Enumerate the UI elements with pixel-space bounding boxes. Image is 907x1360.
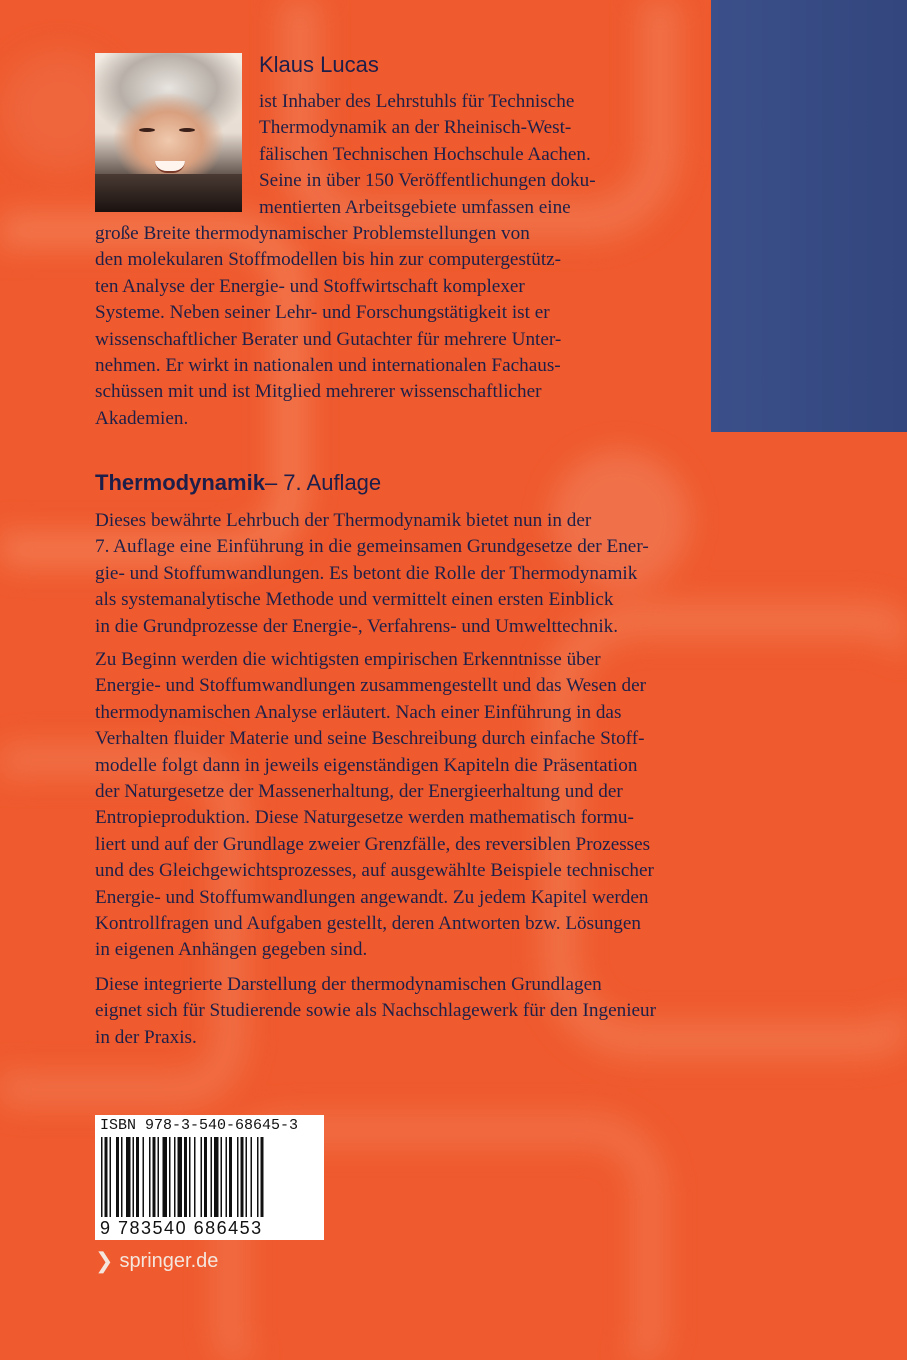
bio-line: Thermodynamik an der Rheinisch-West- (259, 117, 572, 139)
text-line: Diese integrierte Darstellung der thermodynamischen Grundlagen (95, 974, 602, 995)
book-heading (95, 470, 381, 496)
text-line: in eigenen Anhängen gegeben sind. (95, 939, 368, 961)
bio-line: Systeme. Neben seiner Lehr- und Forschungstätigkeit ist er (95, 302, 550, 324)
barcode-bar (158, 1137, 160, 1217)
text-line: als systemanalytische Methode und vermittelt einen ersten Einblick (95, 589, 614, 611)
bio-line: wissenschaftlicher Berater und Gutachter für mehrere Unter- (95, 328, 562, 350)
publisher-link[interactable] (95, 1248, 218, 1274)
barcode-bar (251, 1137, 253, 1217)
description-paragraph-1 (95, 508, 649, 640)
barcode-bar (211, 1137, 213, 1217)
bio-line: den molekularen Stoffmodellen bis hin zur computergestütz- (95, 249, 562, 271)
barcode-bars (101, 1137, 318, 1217)
barcode-bar (241, 1137, 244, 1217)
text-line: in der Praxis. (95, 1026, 197, 1048)
text-line: und des Gleichgewichtsprozesses, auf ausgewählte Beispiele technischer (95, 860, 654, 882)
barcode-digits: 9 783540 686453 (100, 1218, 263, 1238)
bio-line: Seine in über 150 Veröffentlichungen doku- (259, 170, 596, 192)
book-title: Thermodynamik (95, 470, 265, 495)
description-paragraph-3 (95, 972, 656, 1051)
barcode-bar (221, 1137, 223, 1217)
book-edition: – 7. Auflage (264, 470, 382, 495)
bio-line: fälischen Technischen Hochschule Aachen. (259, 143, 591, 165)
description-paragraph-2 (95, 647, 654, 964)
bio-line: ist Inhaber des Lehrstuhls für Technische (259, 91, 575, 112)
text-line: thermodynamischen Analyse erläutert. Nach einer Einführung in das (95, 701, 622, 723)
text-line: Energie- und Stoffumwandlungen angewandt. Zu jedem Kapitel werden (95, 886, 649, 908)
author-photo (95, 53, 242, 212)
bio-line: mentierten Arbeitsgebiete umfassen eine (259, 196, 571, 218)
barcode-bar (153, 1137, 156, 1217)
barcode-bar (101, 1137, 103, 1217)
barcode-bar (116, 1137, 119, 1217)
isbn-label: ISBN 978-3-540-68645-3 (100, 1117, 299, 1134)
bio-line: große Breite thermodynamischer Problemstellungen von (95, 223, 530, 244)
barcode-bar (105, 1137, 108, 1217)
barcode-bar (174, 1137, 176, 1217)
text-line: Entropieproduktion. Diese Naturgesetze werden mathematisch formu- (95, 807, 634, 829)
text-line: eignet sich für Studierende sowie als Nachschlagewerk für den Ingenieur (95, 1000, 657, 1022)
text-line: in die Grundprozesse der Energie-, Verfahrens- und Umwelttechnik. (95, 615, 619, 637)
isbn-barcode (95, 1115, 324, 1240)
author-name: Klaus Lucas (259, 52, 379, 77)
barcode-bar (214, 1137, 219, 1217)
barcode-bar (246, 1137, 248, 1217)
barcode-bar (204, 1137, 207, 1217)
text-line: Energie- und Stoffumwandlungen zusammengestellt und das Wesen der (95, 675, 647, 697)
bio-line: nehmen. Er wirkt in nationalen und internationalen Fachaus- (95, 355, 561, 377)
photo-shirt (95, 174, 242, 212)
text-line: Kontrollfragen und Aufgaben gestellt, deren Antworten bzw. Lösungen (95, 913, 641, 935)
text-line: gie- und Stoffumwandlungen. Es betont die Rolle der Thermodynamik (95, 562, 638, 584)
barcode-bar (226, 1137, 228, 1217)
blue-accent-panel (711, 0, 907, 432)
barcode-bar (189, 1137, 191, 1217)
chevron-right-icon: ❯ (95, 1248, 114, 1273)
photo-eye-left (139, 128, 155, 132)
photo-eye-right (179, 128, 195, 132)
barcode-bar (194, 1137, 196, 1217)
barcode-bar (149, 1137, 151, 1217)
text-line: Zu Beginn werden die wichtigsten empirischen Erkenntnisse über (95, 649, 601, 670)
barcode-bar (169, 1137, 171, 1217)
barcode-bar (178, 1137, 183, 1217)
barcode-bar (126, 1137, 131, 1217)
barcode-bar (257, 1137, 259, 1217)
barcode-bar (163, 1137, 168, 1217)
barcode-bar (237, 1137, 239, 1217)
barcode-bar (133, 1137, 135, 1217)
barcode-bar (143, 1137, 145, 1217)
barcode-bar (184, 1137, 187, 1217)
barcode-bar (110, 1137, 112, 1217)
barcode-bar (261, 1137, 264, 1217)
text-line: modelle folgt dann in jeweils eigenständigen Kapiteln die Präsentation (95, 754, 638, 776)
barcode-bar (121, 1137, 123, 1217)
author-bio-top (259, 89, 596, 221)
barcode-bar (201, 1137, 203, 1217)
author-bio-bottom (95, 221, 561, 432)
bio-line: ten Analyse der Energie- und Stoffwirtschaft komplexer (95, 275, 525, 297)
text-line: der Naturgesetze der Massenerhaltung, der Energieerhaltung und der (95, 781, 623, 803)
bio-line: Akademien. (95, 407, 189, 429)
bio-line: schüssen mit und ist Mitglied mehrerer wissenschaftlicher (95, 381, 542, 403)
text-line: 7. Auflage eine Einführung in die gemeinsamen Grundgesetze der Ener- (95, 536, 649, 558)
text-line: liert und auf der Grundlage zweier Grenzfälle, des reversiblen Prozesses (95, 833, 651, 855)
barcode-bar (136, 1137, 139, 1217)
text-line: Verhalten fluider Materie und seine Beschreibung durch einfache Stoff- (95, 728, 645, 750)
photo-mouth (155, 161, 185, 173)
publisher-site: springer.de (119, 1249, 219, 1272)
barcode-bar (229, 1137, 232, 1217)
text-line: Dieses bewährte Lehrbuch der Thermodynamik bietet nun in der (95, 510, 592, 531)
